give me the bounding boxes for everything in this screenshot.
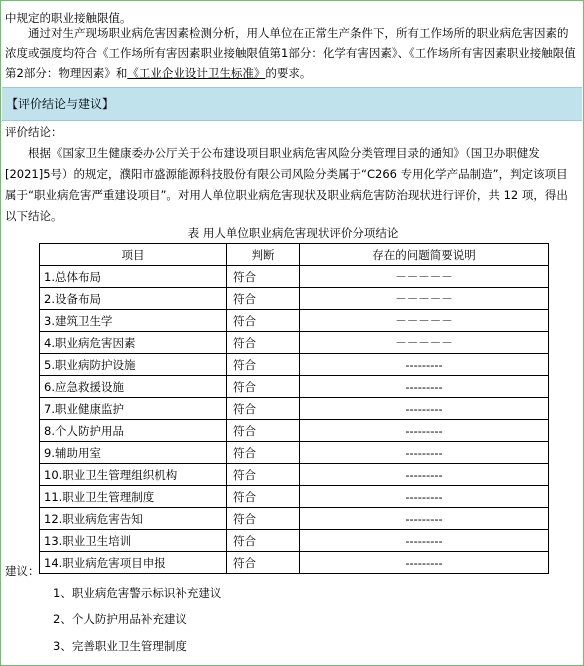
conclusion-label: 评价结论： bbox=[5, 125, 63, 139]
row-item: 2.设备布局 bbox=[40, 288, 227, 310]
row-judgement: 符合 bbox=[227, 552, 300, 574]
row-judgement: 符合 bbox=[227, 288, 300, 310]
row-item: 3.建筑卫生学 bbox=[40, 310, 227, 332]
evaluation-table bbox=[39, 243, 549, 574]
suggestions-label: 建议： bbox=[5, 564, 40, 578]
row-issues: －－－－－ bbox=[300, 266, 549, 288]
intro-paragraph: 通过对生产现场职业病危害因素检测分析，用人单位在正常生产条件下，所有工作场所的职业病危害因素的浓度或强度均符合《工作场所有害因素职业接触限值第1部分：化学有害因素》、《工作场所有害因素职业接触限值第2部分：物理因素》和《工业企业设计卫生标准》的要求。 bbox=[5, 26, 576, 80]
suggestion-item: 3、完善职业卫生管理制度 bbox=[53, 639, 187, 653]
row-issues: －－－－－ bbox=[300, 310, 549, 332]
row-issues: --------- bbox=[300, 530, 549, 552]
table-row bbox=[40, 508, 549, 530]
table-row bbox=[40, 486, 549, 508]
row-judgement: 符合 bbox=[227, 530, 300, 552]
row-judgement: 符合 bbox=[227, 310, 300, 332]
row-judgement: 符合 bbox=[227, 354, 300, 376]
row-item: 11.职业卫生管理制度 bbox=[40, 486, 227, 508]
suggestion-item: 1、职业病危害警示标识补充建议 bbox=[53, 586, 222, 600]
table-row bbox=[40, 266, 549, 288]
row-item: 1.总体布局 bbox=[40, 266, 227, 288]
table-row bbox=[40, 310, 549, 332]
row-judgement: 符合 bbox=[227, 486, 300, 508]
row-judgement: 符合 bbox=[227, 332, 300, 354]
header-issues: 存在的问题简要说明 bbox=[300, 244, 549, 266]
row-issues: －－－－－ bbox=[300, 288, 549, 310]
row-item: 9.辅助用室 bbox=[40, 442, 227, 464]
header-item: 项目 bbox=[40, 244, 227, 266]
table-row bbox=[40, 398, 549, 420]
standard-link: 《工业企业设计卫生标准》 bbox=[127, 66, 266, 80]
table-row bbox=[40, 332, 549, 354]
row-issues: --------- bbox=[300, 486, 549, 508]
row-issues: --------- bbox=[300, 376, 549, 398]
row-judgement: 符合 bbox=[227, 376, 300, 398]
row-judgement: 符合 bbox=[227, 398, 300, 420]
row-item: 8.个人防护用品 bbox=[40, 420, 227, 442]
row-issues: --------- bbox=[300, 552, 549, 574]
table-row bbox=[40, 552, 549, 574]
row-issues: --------- bbox=[300, 398, 549, 420]
table-header-row bbox=[40, 244, 549, 266]
table-row bbox=[40, 354, 549, 376]
table-caption: 表 用人单位职业病危害现状评价分项结论 bbox=[187, 226, 399, 240]
intro-line: 中规定的职业接触限值。 bbox=[5, 11, 132, 25]
header-judgement: 判断 bbox=[227, 244, 300, 266]
row-item: 13.职业卫生培训 bbox=[40, 530, 227, 552]
suggestion-item: 2、个人防护用品补充建议 bbox=[53, 612, 187, 626]
row-judgement: 符合 bbox=[227, 464, 300, 486]
row-item: 5.职业病防护设施 bbox=[40, 354, 227, 376]
conclusion-paragraph: 根据《国家卫生健康委办公厅关于公布建设项目职业病危害风险分类管理目录的通知》（国卫办职健发[2021]5号）的规定，濮阳市盛源能源科技股份有限公司风险分类属于“C266 专用化学产品制造”，判定该项目属于“职业病危害严重建设项目”。对用人单位职业病危害现状及职业病危害防治现状进行评价，共 12 项，得出以下结论。 bbox=[5, 146, 568, 223]
row-item: 4.职业病危害因素 bbox=[40, 332, 227, 354]
table-row bbox=[40, 464, 549, 486]
table-row bbox=[40, 376, 549, 398]
row-issues: --------- bbox=[300, 420, 549, 442]
row-item: 6.应急救援设施 bbox=[40, 376, 227, 398]
row-issues: --------- bbox=[300, 464, 549, 486]
row-item: 14.职业病危害项目申报 bbox=[40, 552, 227, 574]
table-row bbox=[40, 442, 549, 464]
row-item: 10.职业卫生管理组织机构 bbox=[40, 464, 227, 486]
row-issues: --------- bbox=[300, 442, 549, 464]
section-header: 【评价结论与建议】 bbox=[2, 87, 582, 121]
row-judgement: 符合 bbox=[227, 442, 300, 464]
row-issues: －－－－－ bbox=[300, 332, 549, 354]
row-issues: --------- bbox=[300, 508, 549, 530]
table-row bbox=[40, 420, 549, 442]
table-row bbox=[40, 530, 549, 552]
row-item: 7.职业健康监护 bbox=[40, 398, 227, 420]
row-judgement: 符合 bbox=[227, 420, 300, 442]
row-judgement: 符合 bbox=[227, 266, 300, 288]
row-judgement: 符合 bbox=[227, 508, 300, 530]
row-item: 12.职业病危害告知 bbox=[40, 508, 227, 530]
row-issues: --------- bbox=[300, 354, 549, 376]
table-row bbox=[40, 288, 549, 310]
